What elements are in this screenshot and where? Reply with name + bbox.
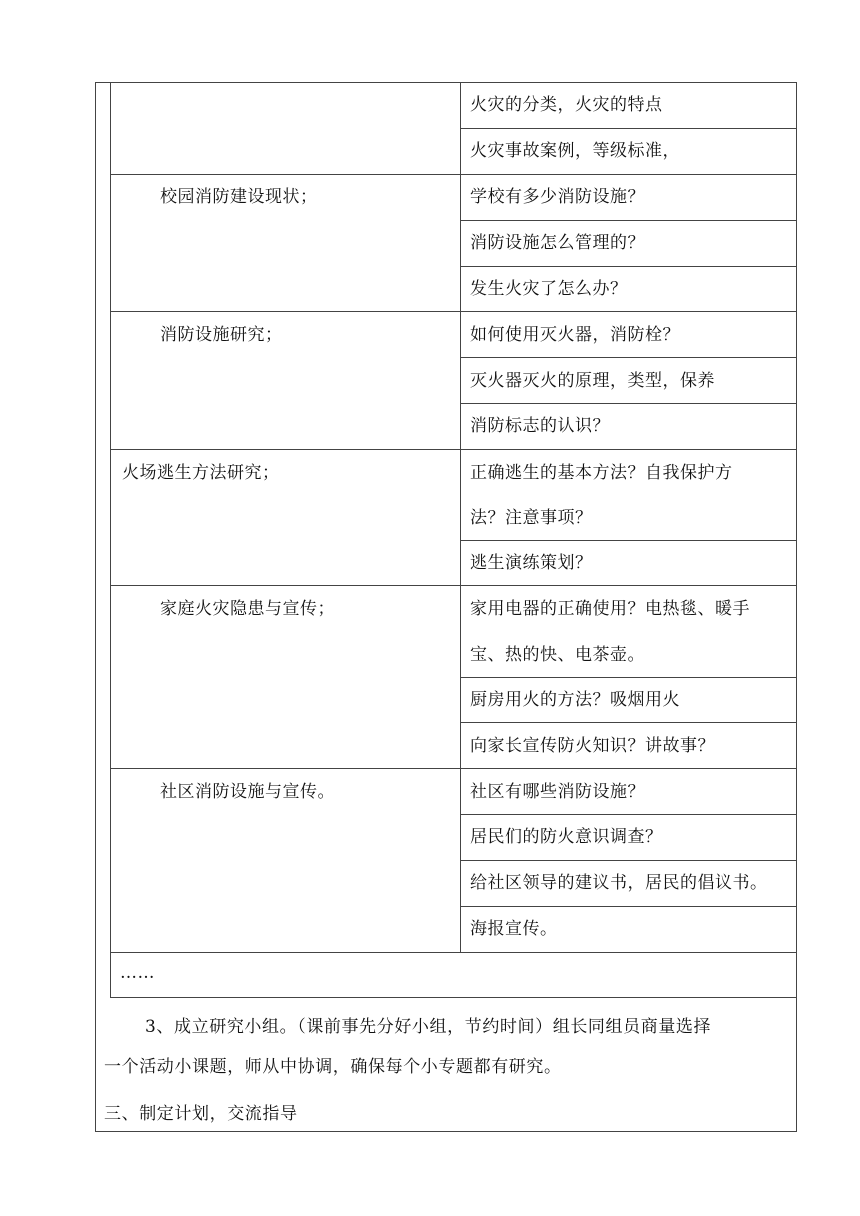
table-ellipsis: …… — [120, 963, 155, 983]
table-cell: 向家长宣传防火知识？讲故事？ — [470, 736, 715, 756]
table-cell: 灭火器灭火的原理，类型，保养 — [470, 371, 715, 391]
row-divider — [460, 677, 797, 678]
table-cell: 宝、热的快、电茶壶。 — [470, 645, 645, 665]
table-cell: 海报宣传。 — [470, 919, 558, 939]
row-divider — [460, 722, 797, 723]
table-cell: 发生火灾了怎么办？ — [470, 279, 628, 299]
topic-label: 社区消防设施与宣传。 — [160, 782, 335, 802]
table-cell: 家用电器的正确使用？电热毯、暖手 — [470, 599, 750, 619]
group-divider — [110, 585, 797, 586]
row-divider — [460, 266, 797, 267]
topic-label: 校园消防建设现状； — [160, 187, 318, 207]
row-divider — [460, 906, 797, 907]
table-cell: 逃生演练策划？ — [470, 553, 593, 573]
topic-label: 火场逃生方法研究； — [122, 463, 280, 483]
group-divider — [110, 174, 797, 175]
table-cell: 火灾的分类，火灾的特点 — [470, 95, 663, 115]
paragraph-step3-line2: 一个活动小课题，师从中协调，确保每个小专题都有研究。 — [104, 1057, 562, 1077]
table-cell: 社区有哪些消防设施？ — [470, 782, 645, 802]
table-cell: 法？注意事项？ — [470, 508, 593, 528]
table-cell: 如何使用灭火器，消防栓？ — [470, 325, 680, 345]
row-divider — [460, 540, 797, 541]
row-divider — [460, 860, 797, 861]
table-cell: 厨房用火的方法？吸烟用火 — [470, 690, 680, 710]
row-divider — [460, 357, 797, 358]
group-divider — [110, 311, 797, 312]
group-divider — [110, 449, 797, 450]
table-cell: 正确逃生的基本方法？自我保护方 — [470, 463, 733, 483]
table-cell: 居民们的防火意识调查？ — [470, 827, 663, 847]
group-divider — [110, 768, 797, 769]
table-cell: 给社区领导的建议书，居民的倡议书。 — [470, 873, 768, 893]
row-divider — [460, 403, 797, 404]
table-cell: 消防设施怎么管理的？ — [470, 233, 645, 253]
group-divider — [110, 952, 797, 953]
table-cell: 消防标志的认识？ — [470, 416, 610, 436]
row-divider — [460, 128, 797, 129]
topic-label: 家庭火灾隐患与宣传； — [160, 599, 335, 619]
row-divider — [460, 814, 797, 815]
topic-label: 消防设施研究； — [160, 325, 283, 345]
paragraph-step3-line1: 3、成立研究小组。（课前事先分好小组，节约时间）组长同组员商量选择 — [145, 1017, 712, 1037]
row-divider — [460, 220, 797, 221]
table-cell: 火灾事故案例，等级标准， — [470, 141, 680, 161]
section-heading: 三、制定计划，交流指导 — [104, 1104, 298, 1124]
column-divider — [460, 82, 461, 952]
table-cell: 学校有多少消防设施？ — [470, 187, 645, 207]
